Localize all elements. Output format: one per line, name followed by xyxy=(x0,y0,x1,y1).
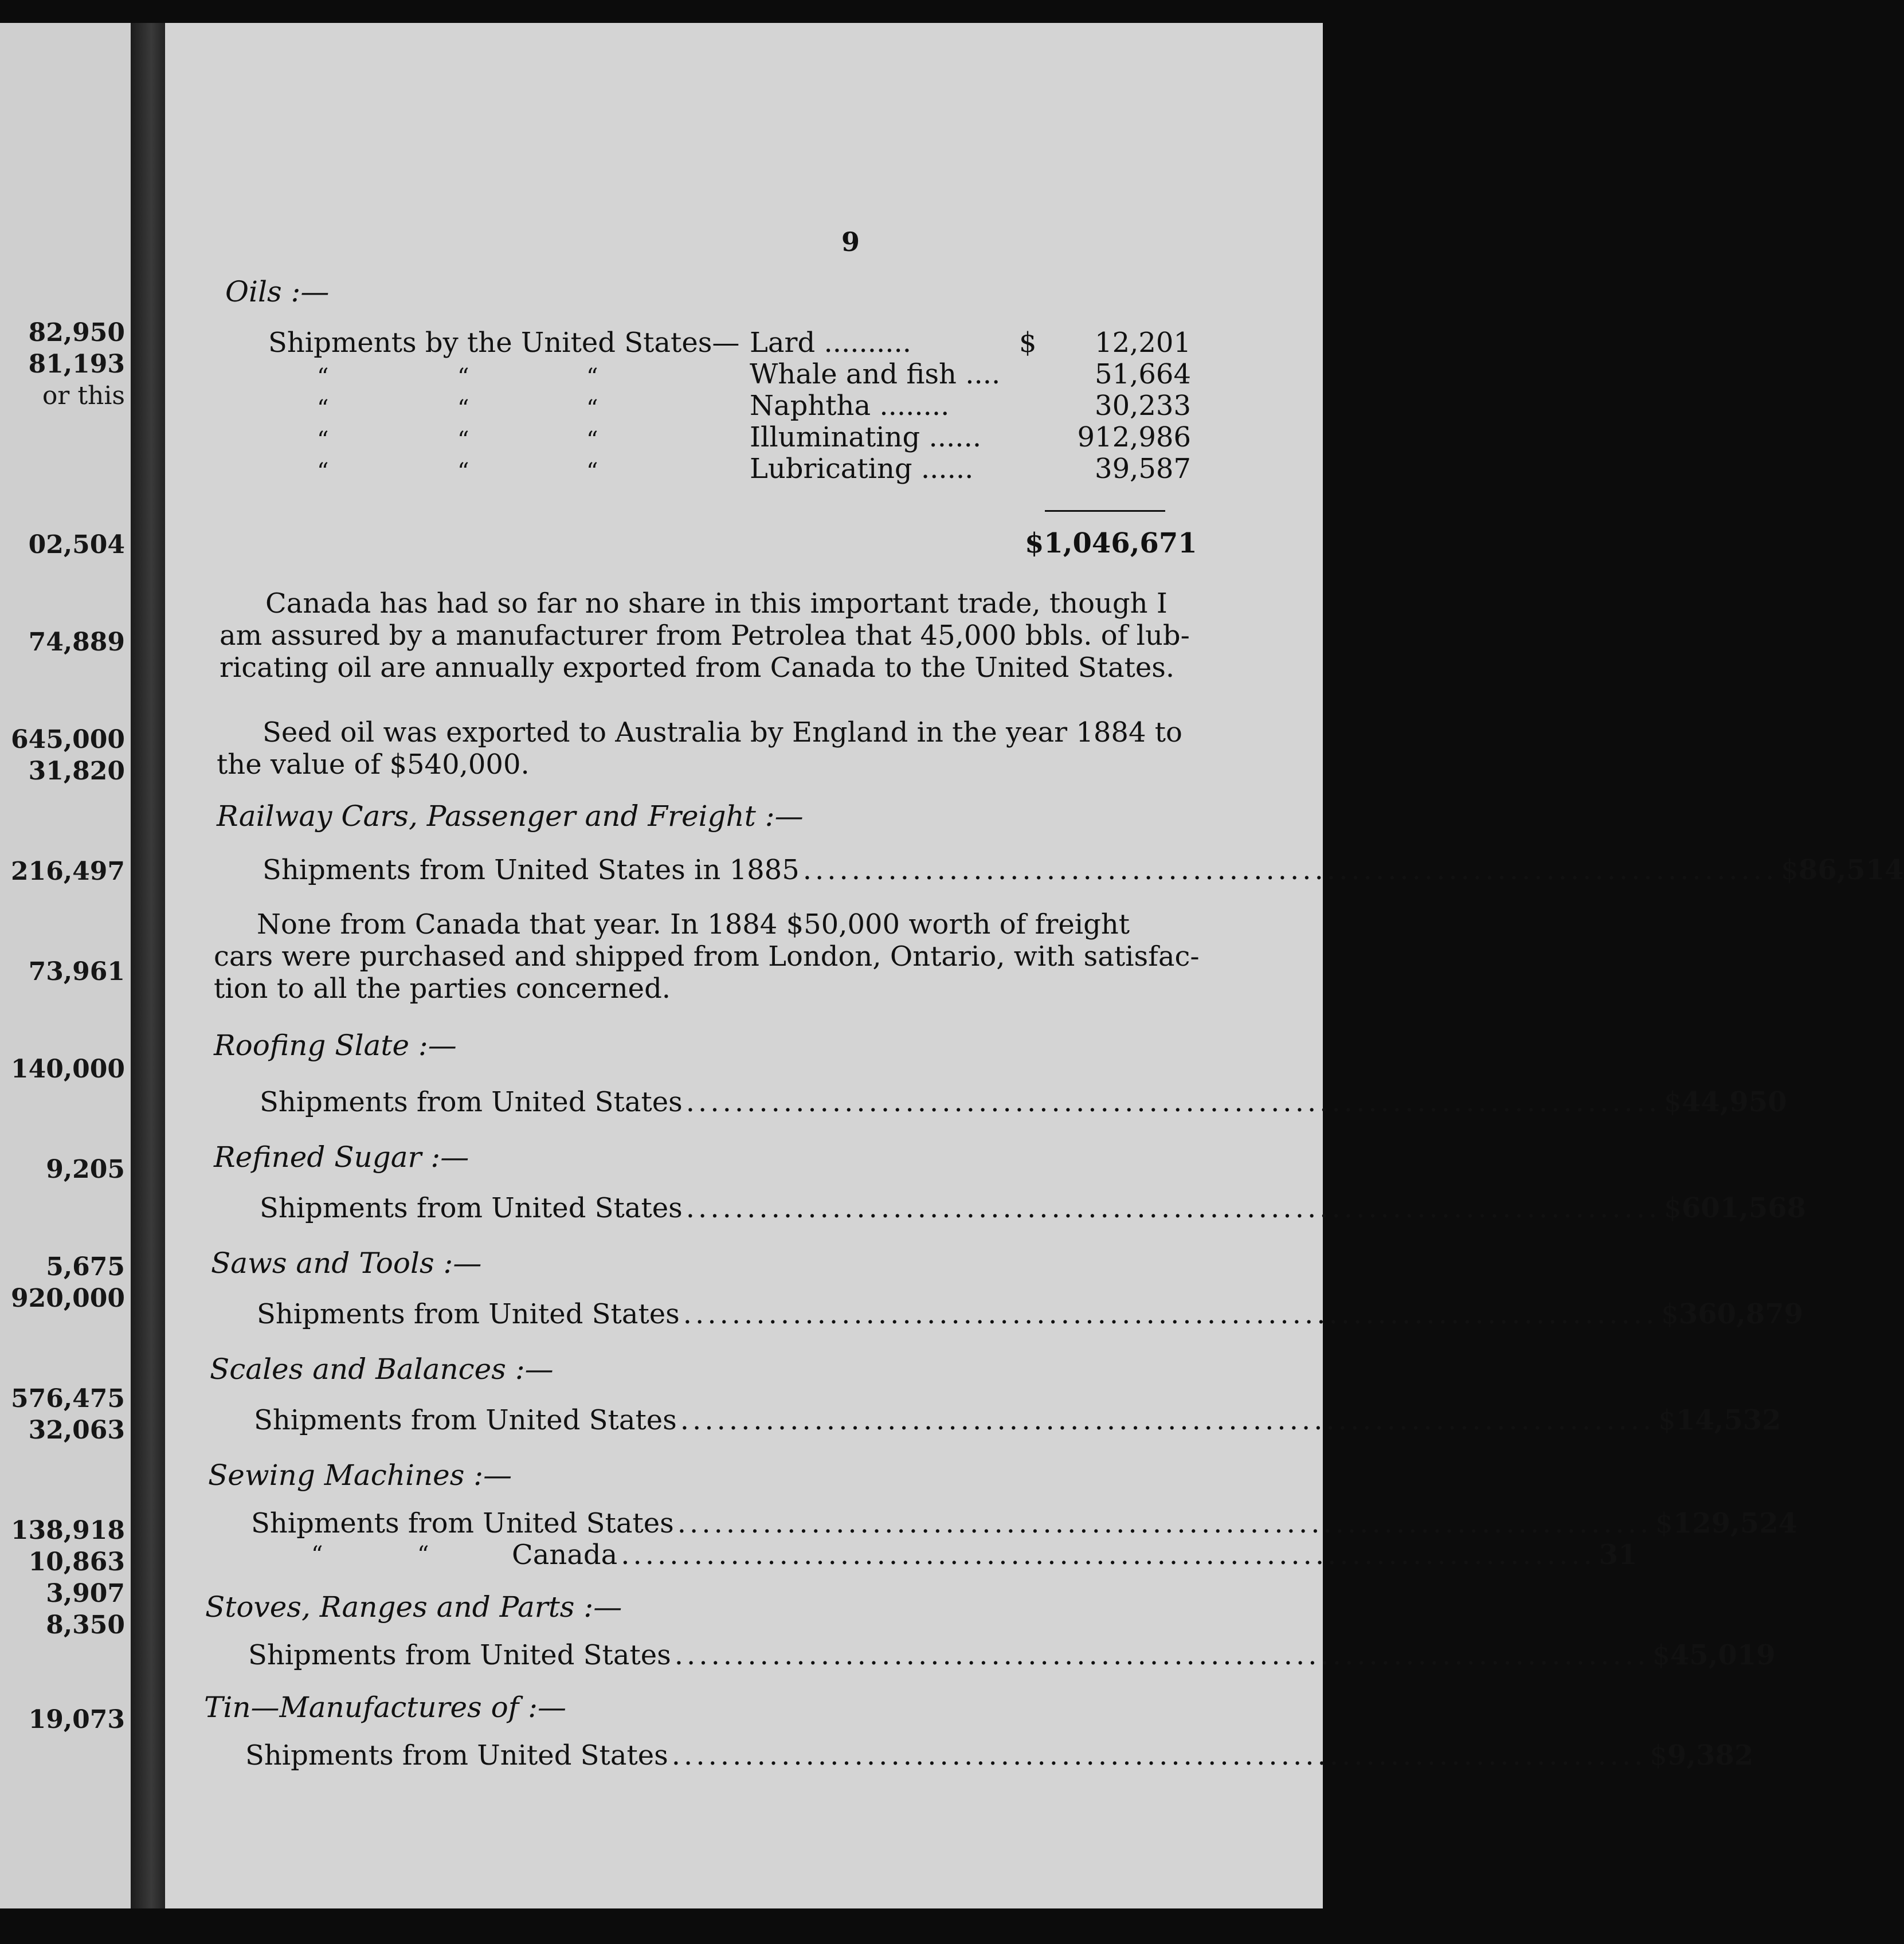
oil-item: Naphtha ........ 30,233 xyxy=(750,390,1191,422)
railway-row: Shipments from United States in 1885 ................................................................................ $ 86,514 xyxy=(263,854,1904,886)
ditto-mark: “ xyxy=(457,458,469,485)
section-heading-sewing-machines: Sewing Machines :— xyxy=(208,1459,512,1492)
left-fragment: 02,504 xyxy=(28,530,125,559)
left-fragment: 138,918 xyxy=(10,1516,125,1545)
ditto-mark: “ xyxy=(457,364,469,390)
left-fragment: 10,863 xyxy=(28,1547,125,1577)
left-fragment: 920,000 xyxy=(10,1284,125,1313)
oil-item: Illuminating ...... 912,986 xyxy=(750,421,1191,453)
left-fragment: 32,063 xyxy=(28,1416,125,1445)
stoves-row: Shipments from United States ................................................................................ $ 45,019 xyxy=(248,1639,1776,1671)
left-facing-page xyxy=(0,23,131,1908)
oil-item: Lubricating ...... 39,587 xyxy=(750,453,1191,485)
document-page xyxy=(165,23,1904,1908)
section-heading-stoves: Stoves, Ranges and Parts :— xyxy=(205,1590,622,1624)
book-spine xyxy=(131,23,165,1908)
oil-item: Whale and fish .... 51,664 xyxy=(750,358,1191,390)
sewing-machines-row: Shipments from United States ................................................................................ $ 129,524 xyxy=(251,1507,1798,1539)
refined-sugar-row: Shipments from United States ................................................................................ $ 601,568 xyxy=(260,1192,1807,1224)
ditto-mark: “ xyxy=(457,395,469,422)
left-fragment: 140,000 xyxy=(10,1055,125,1084)
total-rule xyxy=(1045,510,1165,512)
left-fragment: 73,961 xyxy=(28,957,125,986)
section-heading-scales-balances: Scales and Balances :— xyxy=(210,1353,554,1386)
roofing-slate-row: Shipments from United States ................................................................................ $ 44,950 xyxy=(260,1086,1787,1118)
oil-item: Lard .......... $ 12,201 xyxy=(750,327,1191,359)
left-fragment: 3,907 xyxy=(46,1579,125,1608)
left-fragment: or this xyxy=(42,381,125,410)
tin-row: Shipments from United States ................................................................................ $ 9,382 xyxy=(245,1739,1754,1771)
saws-tools-row: Shipments from United States ................................................................................ $ 360,879 xyxy=(257,1298,1804,1330)
left-fragment: 81,193 xyxy=(28,350,125,379)
left-fragment: 216,497 xyxy=(10,857,125,886)
oils-total: $1,046,671 xyxy=(1025,527,1197,559)
ditto-mark: “ xyxy=(311,1542,323,1568)
left-fragment: 8,350 xyxy=(46,1610,125,1640)
scales-balances-row: Shipments from United States ................................................................................ $ 14,532 xyxy=(254,1404,1781,1436)
oils-lead: Shipments by the United States— xyxy=(268,327,740,359)
ditto-mark: “ xyxy=(317,364,329,390)
ditto-mark: “ xyxy=(317,458,329,485)
section-heading-oils: Oils :— xyxy=(225,275,330,308)
ditto-mark: “ xyxy=(417,1542,429,1568)
ditto-mark: “ xyxy=(586,427,598,453)
left-fragment: 82,950 xyxy=(28,318,125,347)
ditto-mark: “ xyxy=(457,427,469,453)
sewing-canada-row: Canada ................................................................................ 31 xyxy=(512,1539,1637,1571)
left-fragment: 31,820 xyxy=(28,757,125,786)
left-fragment: 19,073 xyxy=(28,1705,125,1734)
ditto-mark: “ xyxy=(586,364,598,390)
page-number: 9 xyxy=(841,226,860,257)
section-heading-refined-sugar: Refined Sugar :— xyxy=(214,1140,469,1174)
ditto-mark: “ xyxy=(317,427,329,453)
section-heading-tin: Tin—Manufactures of :— xyxy=(204,1691,566,1724)
left-fragment: 74,889 xyxy=(28,628,125,657)
section-heading-roofing-slate: Roofing Slate :— xyxy=(214,1029,457,1062)
left-fragment: 576,475 xyxy=(10,1384,125,1413)
left-fragment: 9,205 xyxy=(46,1155,125,1184)
left-fragment: 5,675 xyxy=(46,1252,125,1281)
ditto-mark: “ xyxy=(586,458,598,485)
seed-oil-paragraph: Seed oil was exported to Australia by England in the year 1884 to the value of $540,000. xyxy=(217,716,1182,781)
ditto-mark: “ xyxy=(317,395,329,422)
ditto-mark: “ xyxy=(586,395,598,422)
oils-paragraph: Canada has had so far no share in this important trade, though I am assured by a manufacturer from Petrolea that 45,000 bbls. of lub- ricating oil are annually exported from Canada to the United States. xyxy=(220,587,1190,684)
section-heading-saws-tools: Saws and Tools :— xyxy=(211,1247,482,1280)
railway-paragraph: None from Canada that year. In 1884 $50,000 worth of freight cars were purchased and shipped from London, Ontario, with satisfac- tion to all the parties concerned. xyxy=(214,908,1200,1005)
left-fragment: 645,000 xyxy=(10,725,125,754)
section-heading-railway: Railway Cars, Passenger and Freight :— xyxy=(217,799,804,833)
